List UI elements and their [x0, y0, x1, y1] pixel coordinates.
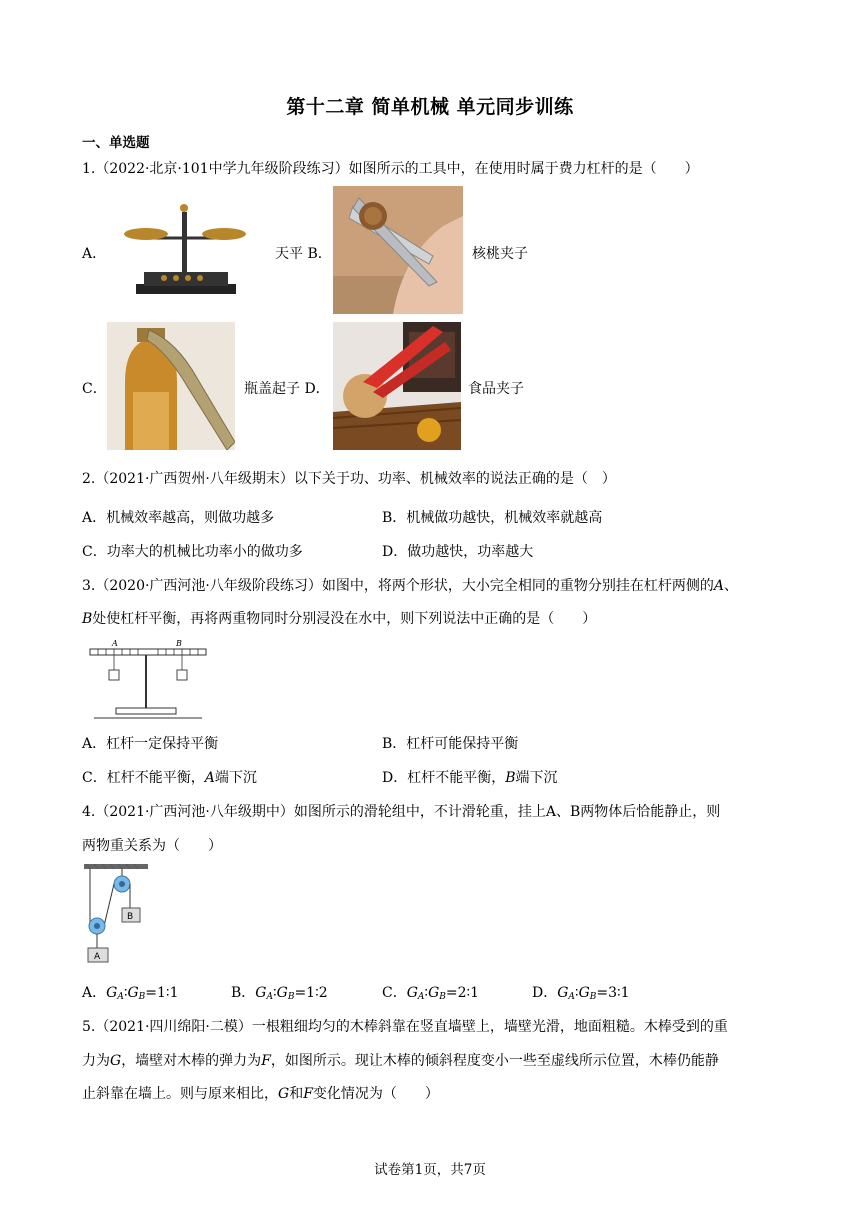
q4-colon: ∶ [272, 985, 277, 1001]
q4-g: G [255, 985, 267, 1001]
q4-option-a-ratio: =1∶1 [145, 985, 179, 1001]
q5-line1: 5.（2021·四川绵阳·二模）一根粗细均匀的木棒斜靠在竖直墙壁上，墙壁光滑，地面粗糙。木棒受到的重 [82, 1019, 728, 1035]
q4-option-b-letter: B． [231, 985, 256, 1001]
q5-var-g: G [110, 1053, 122, 1069]
q4-option-b [231, 982, 328, 1002]
q3-option-b: B．杠杆可能保持平衡 [382, 736, 519, 752]
q4-g: G [578, 985, 590, 1001]
q4-g: G [276, 985, 288, 1001]
q5-text: 和 [289, 1086, 304, 1102]
q4-sub-b: B [287, 992, 295, 1002]
pulley-label-a: A [94, 952, 101, 962]
q3-stem-text2: 处使杠杆平衡，再将两重物同时分别浸没在水中，则下列说法中正确的是（ ） [92, 611, 597, 627]
q2-option-d: D．做功越快，功率越大 [382, 544, 534, 560]
q3-option-d-var: B [505, 770, 516, 786]
q4-sub-b: B [589, 992, 597, 1002]
food-tongs-image [333, 322, 461, 450]
q4-sub-b: B [138, 992, 146, 1002]
q4-sub-a: A [266, 992, 273, 1002]
q1-stem: 1.（2022·北京·101中学九年级阶段练习）如图所示的工具中，在使用时属于费力杠杆的是（ ） [82, 161, 699, 177]
q3-option-c-tail: 端下沉 [214, 770, 257, 786]
q3-stem-line1 [82, 575, 738, 595]
q4-option-c-letter: C． [382, 985, 407, 1001]
q3-var-a: A [713, 578, 725, 594]
q5-text: ，如图所示。现让木棒的倾斜程度变小一些至虚线所示位置，木棒仍能静 [270, 1053, 719, 1069]
q4-sub-a: A [568, 992, 575, 1002]
q4-option-c-ratio: =2∶1 [445, 985, 480, 1001]
q1-option-b-label: 核桃夹子 [472, 246, 528, 262]
q3-option-d [382, 767, 558, 787]
q4-stem-line1: 4.（2021·广西河池·八年级期中）如图所示的滑轮组中，不计滑轮重，挂上A、B两物体后恰能静止，则 [82, 804, 721, 820]
q4-option-d-letter: D． [532, 985, 558, 1001]
bottle-opener-image [107, 322, 235, 450]
q4-sub-b: B [439, 992, 446, 1002]
q5-var-f: F [303, 1086, 313, 1102]
q4-g: G [557, 985, 569, 1001]
q5-var-f: F [261, 1053, 271, 1069]
q3-option-c [82, 767, 257, 787]
q4-sub-a: A [117, 992, 124, 1002]
page-footer: 试卷第1页，共7页 [374, 1162, 486, 1178]
q4-sub-a: A [417, 992, 425, 1002]
q2-stem: 2.（2021·广西贺州·八年级期末）以下关于功、功率、机械效率的说法正确的是（ ） [82, 471, 616, 487]
q5-text: ，墙壁对木棒的弹力为 [121, 1053, 262, 1069]
q1-option-a-letter: A． [82, 246, 107, 262]
q4-colon: ∶ [123, 985, 128, 1001]
section-heading: 一、单选题 [82, 135, 150, 151]
lever-diagram [86, 636, 210, 724]
q5-text: 力为 [82, 1053, 110, 1069]
q5-text: 止斜靠在墙上。则与原来相比， [82, 1086, 278, 1102]
q1-option-a-label: 天平 B． [275, 246, 332, 262]
nutcracker-image [333, 186, 463, 314]
q3-stem-line2 [82, 608, 596, 628]
q5-text: 变化情况为（ ） [312, 1086, 439, 1102]
q4-option-a-letter: A． [82, 985, 107, 1001]
q4-colon: ∶ [424, 985, 429, 1001]
q4-colon: ∶ [574, 985, 579, 1001]
q1-option-c-label: 瓶盖起子 D． [244, 381, 330, 397]
lever-label-a: A [112, 639, 118, 648]
page-title: 第十二章 简单机械 单元同步训练 [286, 96, 574, 118]
q3-option-d-text: D．杠杆不能平衡， [382, 770, 506, 786]
q3-option-c-text: C．杠杆不能平衡， [82, 770, 205, 786]
q3-stem-text: 3.（2020·广西河池·八年级阶段练习）如图中，将两个形状，大小完全相同的重物分别挂在杠杆两侧的 [82, 578, 714, 594]
q4-option-b-ratio: =1∶2 [294, 985, 328, 1001]
q4-g: G [406, 985, 418, 1001]
q4-option-d-ratio: =3∶1 [596, 985, 630, 1001]
lever-label-b: B [176, 639, 182, 648]
q3-option-d-tail: 端下沉 [515, 770, 558, 786]
q5-var-g: G [278, 1086, 290, 1102]
q1-option-c-letter: C． [82, 381, 107, 397]
q1-option-d-label: 食品夹子 [468, 381, 524, 397]
q2-option-a: A．机械效率越高，则做功越多 [82, 510, 275, 526]
q2-option-c: C．功率大的机械比功率小的做功多 [82, 544, 303, 560]
q3-option-a: A．杠杆一定保持平衡 [82, 736, 219, 752]
q4-g: G [106, 985, 118, 1001]
q3-stem-punct: 、 [724, 578, 739, 594]
pulley-label-b: B [127, 912, 134, 922]
balance-scale-image [118, 200, 252, 298]
pulley-diagram [84, 864, 150, 968]
q4-stem-line2: 两物重关系为（ ） [82, 838, 222, 854]
q4-option-c [382, 982, 479, 1002]
q4-option-d [532, 982, 630, 1002]
q5-line2 [82, 1050, 719, 1070]
q5-line3 [82, 1083, 439, 1103]
q4-g: G [127, 985, 139, 1001]
q4-option-a [82, 982, 178, 1002]
q3-option-c-var: A [204, 770, 215, 786]
q4-g: G [428, 985, 440, 1001]
q3-var-b: B [82, 611, 93, 627]
q2-option-b: B．机械做功越快，机械效率就越高 [382, 510, 603, 526]
